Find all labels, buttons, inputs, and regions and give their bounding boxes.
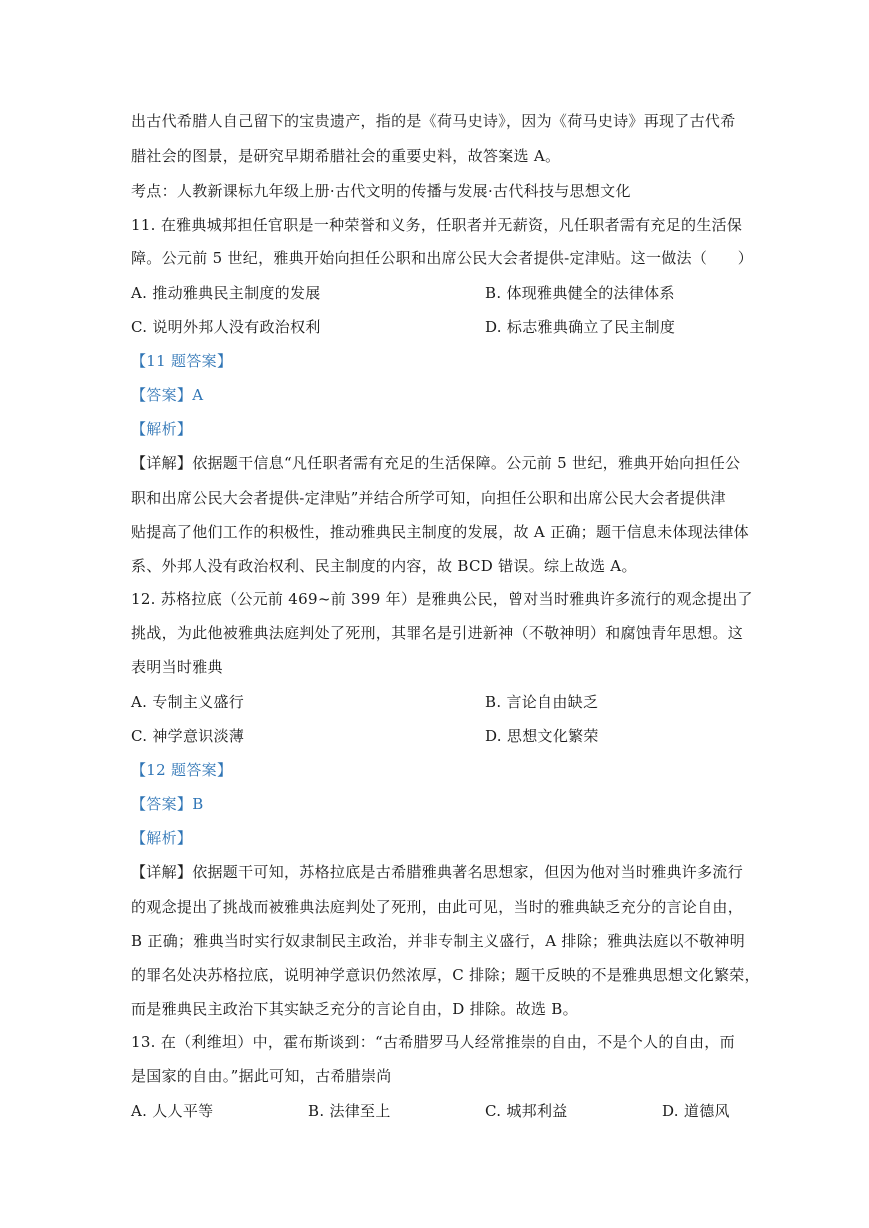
q12-option-a: A. 专制主义盛行	[131, 693, 245, 711]
q12-answer-title: 【12 题答案】	[131, 761, 233, 779]
q13-stem-line-1: 13. 在（利维坦）中，霍布斯谈到：“古希腊罗马人经常推崇的自由，不是个人的自由，而	[131, 1033, 735, 1051]
q13-option-c: C. 城邦利益	[485, 1102, 568, 1120]
intro-line-2: 腊社会的图景，是研究早期希腊社会的重要史料，故答案选 A。	[131, 147, 561, 165]
q11-detail-line-1: 【详解】依据题干信息“凡任职者需有充足的生活保障。公元前 5 世纪，雅典开始向担任公	[131, 454, 741, 472]
q13-option-d: D. 道德风	[662, 1102, 730, 1120]
q12-detail-line-3: B 正确；雅典当时实行奴隶制民主政治，并非专制主义盛行，A 排除；雅典法庭以不敬神明	[131, 932, 745, 950]
q12-detail-line-1: 【详解】依据题干可知，苏格拉底是古希腊雅典著名思想家，但因为他对当时雅典许多流行	[131, 863, 744, 881]
q12-stem-line-1: 12. 苏格拉底（公元前 469~前 399 年）是雅典公民，曾对当时雅典许多流行的观念提出了	[131, 590, 753, 608]
q12-analysis-title: 【解析】	[131, 829, 193, 847]
q11-detail-line-2: 职和出席公民大会者提供-定津贴”并结合所学可知，向担任公职和出席公民大会者提供津	[131, 489, 726, 507]
q11-option-b: B. 体现雅典健全的法律体系	[485, 284, 675, 302]
q12-answer: 【答案】B	[131, 795, 204, 813]
q13-stem-line-2: 是国家的自由。”据此可知，古希腊崇尚	[131, 1067, 392, 1085]
intro-line-1: 出古代希腊人自己留下的宝贵遗产，指的是《荷马史诗》，因为《荷马史诗》再现了古代希	[131, 112, 736, 130]
q11-answer-title: 【11 题答案】	[131, 352, 233, 370]
q11-detail-line-3: 贴提高了他们工作的积极性，推动雅典民主制度的发展，故 A 正确；题干信息未体现法律体	[131, 523, 749, 541]
kaodian-line: 考点：人教新课标九年级上册·古代文明的传播与发展·古代科技与思想文化	[131, 182, 631, 200]
q11-stem-line-1: 11. 在雅典城邦担任官职是一种荣誉和义务，任职者并无薪资，凡任职者需有充足的生活保	[131, 216, 743, 234]
q11-stem-line-2: 障。公元前 5 世纪，雅典开始向担任公职和出席公民大会者提供-定津贴。这一做法（ ）	[131, 249, 754, 267]
q11-option-a: A. 推动雅典民主制度的发展	[131, 284, 321, 302]
q12-option-d: D. 思想文化繁荣	[485, 727, 599, 745]
q13-option-a: A. 人人平等	[131, 1102, 214, 1120]
q12-stem-line-2: 挑战，为此他被雅典法庭判处了死刑，其罪名是引进新神（不敬神明）和腐蚀青年思想。这	[131, 624, 744, 642]
q11-detail-line-4: 系、外邦人没有政治权利、民主制度的内容，故 BCD 错误。综上故选 A。	[131, 557, 637, 575]
q12-stem-line-3: 表明当时雅典	[131, 658, 223, 676]
q11-option-d: D. 标志雅典确立了民主制度	[485, 318, 676, 336]
q12-detail-line-2: 的观念提出了挑战而被雅典法庭判处了死刑，由此可见，当时的雅典缺乏充分的言论自由，	[131, 898, 744, 916]
q12-option-c: C. 神学意识淡薄	[131, 727, 245, 745]
q12-detail-line-4: 的罪名处决苏格拉底，说明神学意识仍然浓厚，C 排除；题干反映的不是雅典思想文化繁荣，	[131, 966, 760, 984]
q11-answer: 【答案】A	[131, 386, 204, 404]
q13-option-b: B. 法律至上	[308, 1102, 391, 1120]
q11-analysis-title: 【解析】	[131, 420, 193, 438]
q12-detail-line-5: 而是雅典民主政治下其实缺乏充分的言论自由，D 排除。故选 B。	[131, 1000, 578, 1018]
q11-option-c: C. 说明外邦人没有政治权利	[131, 318, 321, 336]
q12-option-b: B. 言论自由缺乏	[485, 693, 599, 711]
